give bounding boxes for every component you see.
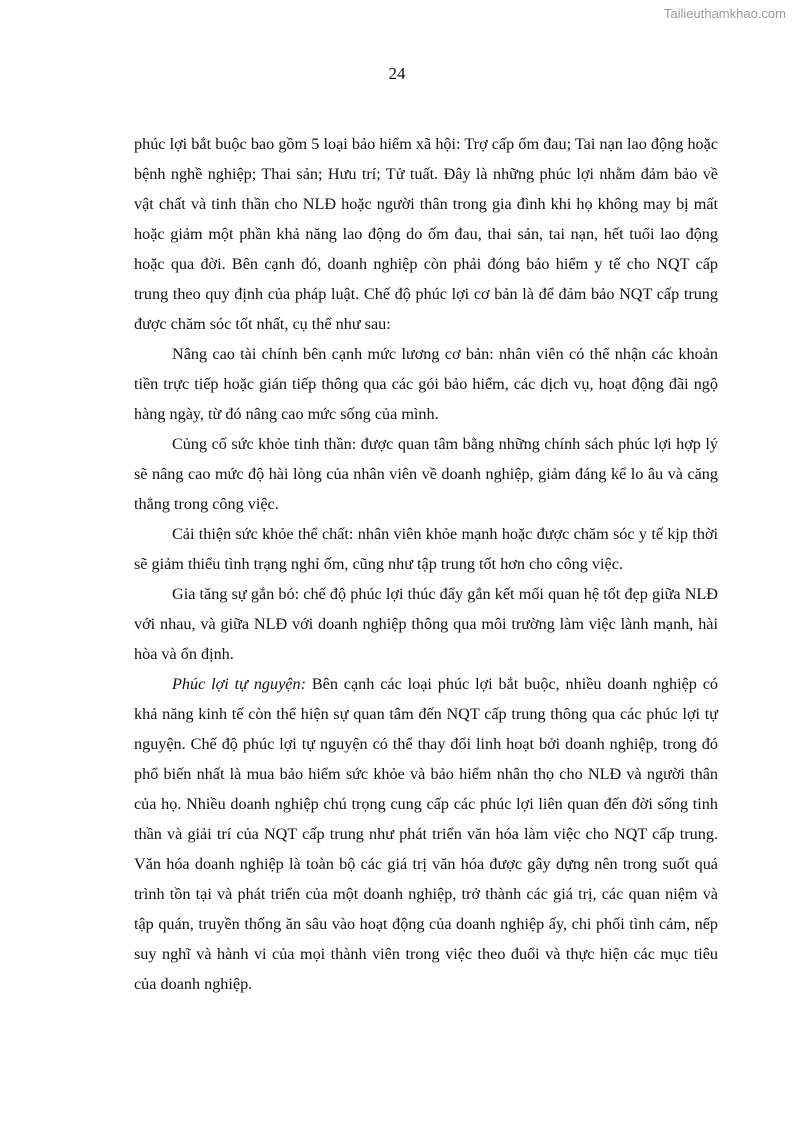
voluntary-benefits-text: Bên cạnh các loại phúc lợi bắt buộc, nhiều doanh nghiệp có khả năng kinh tế còn thể hiện sự quan tâm đến NQT cấp trung thông qua các phúc lợi tự nguyện. Chế độ phúc lợi tự nguyện có thể thay đổi linh hoạt bởi doanh nghiệp, trong đó phổ biến nhất là mua bảo hiểm sức khỏe và bảo hiểm nhân thọ cho NLĐ và người thân của họ. Nhiều doanh nghiệp chú trọng cung cấp các phúc lợi liên quan đến đời sống tinh thần và giải trí của NQT cấp trung như phát triển văn hóa làm việc cho NQT cấp trung. Văn hóa doanh nghiệp là toàn bộ các giá trị văn hóa được gây dựng nên trong suốt quá trình tồn tại và phát triển của một doanh nghiệp, trở thành các giá trị, các quan niệm và tập quán, truyền thống ăn sâu vào hoạt động của doanh nghiệp ấy, chi phối tình cảm, nếp suy nghĩ và hành vi của mọi thành viên trong việc theo đuổi và thực hiện các mục tiêu của doanh nghiệp.: [134, 675, 718, 993]
paragraph-voluntary-benefits: [134, 669, 718, 999]
page-number: 24: [388, 64, 406, 83]
watermark: Tailieuthamkhao.com: [663, 6, 786, 21]
voluntary-benefits-heading: Phúc lợi tự nguyện:: [172, 675, 306, 693]
paragraph-engagement: Gia tăng sự gắn bó: chế độ phúc lợi thúc đẩy gắn kết mối quan hệ tốt đẹp giữa NLĐ với nhau, và giữa NLĐ với doanh nghiệp thông qua môi trường làm việc lành mạnh, hài hòa và ổn định.: [134, 585, 718, 663]
paragraph-physical-health: Cải thiện sức khỏe thể chất: nhân viên khỏe mạnh hoặc được chăm sóc y tế kịp thời sẽ giảm thiểu tình trạng nghỉ ốm, cũng như tập trung tốt hơn cho công việc.: [134, 525, 718, 573]
paragraph-continuation: phúc lợi bắt buộc bao gồm 5 loại bảo hiểm xã hội: Trợ cấp ốm đau; Tai nạn lao động hoặc bệnh nghề nghiệp; Thai sản; Hưu trí; Tử tuất. Đây là những phúc lợi nhằm đảm bảo về vật chất và tinh thần cho NLĐ hoặc người thân trong gia đình khi họ không may bị mất hoặc giảm một phần khả năng lao động do ốm đau, thai sản, tai nạn, hết tuổi lao động hoặc qua đời. Bên cạnh đó, doanh nghiệp còn phải đóng bảo hiểm y tế cho NQT cấp trung theo quy định của pháp luật. Chế độ phúc lợi cơ bản là để đảm bảo NQT cấp trung được chăm sóc tốt nhất, cụ thể như sau:: [134, 135, 718, 333]
paragraph-mental-health: Củng cố sức khỏe tinh thần: được quan tâm bằng những chính sách phúc lợi hợp lý sẽ nâng cao mức độ hài lòng của nhân viên về doanh nghiệp, giảm đáng kể lo âu và căng thẳng trong công việc.: [134, 435, 718, 513]
paragraph-financial: Nâng cao tài chính bên cạnh mức lương cơ bản: nhân viên có thể nhận các khoản tiền trực tiếp hoặc gián tiếp thông qua các gói bảo hiểm, các dịch vụ, hoạt động đãi ngộ hàng ngày, từ đó nâng cao mức sống của mình.: [134, 345, 718, 423]
document-body: [134, 129, 718, 999]
